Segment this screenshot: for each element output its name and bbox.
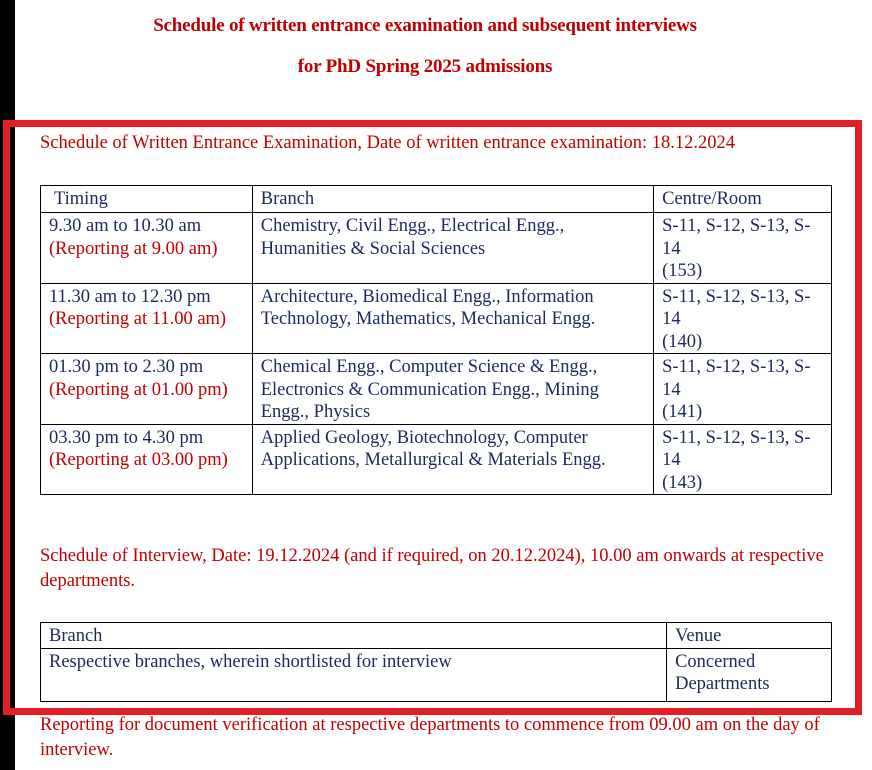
table-row	[41, 213, 832, 284]
exam-schedule-heading: Schedule of Written Entrance Examination, Date of written entrance examination: 18.12.2024	[40, 133, 736, 153]
table-header-row	[41, 623, 832, 649]
branch-cell: Chemical Engg., Computer Science & Engg., Electronics & Communication Engg., Mining Engg., Physics	[252, 354, 653, 425]
reporting-time: (Reporting at 11.00 am)	[49, 309, 227, 329]
column-header-centre: Centre/Room	[654, 186, 832, 213]
table-row	[41, 424, 832, 495]
branch-cell: Applied Geology, Biotechnology, Computer Applications, Metallurgical & Materials Engg.	[252, 424, 653, 495]
table-row	[41, 648, 832, 701]
centre-rooms: S-11, S-12, S-13, S-14	[662, 357, 811, 400]
reporting-time: (Reporting at 03.00 pm)	[49, 450, 228, 470]
column-header-venue: Venue	[667, 623, 832, 649]
candidate-count: (143)	[662, 472, 703, 493]
interview-schedule-table	[40, 622, 832, 702]
document-title: Schedule of written entrance examination and subsequent interviews	[153, 15, 697, 36]
interview-schedule-heading: Schedule of Interview, Date: 19.12.2024 (and if required, on 20.12.2024), 10.00 am onwards at respective departments.	[40, 546, 824, 591]
timing-text: 11.30 am to 12.30 pm	[49, 286, 211, 307]
timing-text: 9.30 am to 10.30 am	[49, 216, 202, 236]
centre-cell	[654, 213, 832, 284]
reporting-time: (Reporting at 01.00 pm)	[49, 379, 228, 400]
centre-rooms: S-11, S-12, S-13, S-14	[662, 427, 811, 470]
branch-cell: Architecture, Biomedical Engg., Information Technology, Mathematics, Mechanical Engg.	[252, 283, 653, 354]
column-header-branch: Branch	[41, 623, 667, 649]
column-header-branch: Branch	[252, 186, 653, 213]
reporting-time: (Reporting at 9.00 am)	[49, 238, 218, 259]
candidate-count: (140)	[662, 331, 703, 352]
table-row	[41, 354, 832, 425]
column-header-timing: Timing	[41, 186, 253, 213]
centre-cell	[654, 283, 832, 354]
timing-text: 03.30 pm to 4.30 pm	[49, 427, 204, 448]
centre-cell	[654, 354, 832, 425]
centre-rooms: S-11, S-12, S-13, S-14	[662, 216, 811, 259]
centre-rooms: S-11, S-12, S-13, S-14	[662, 286, 811, 329]
timing-cell	[41, 354, 253, 425]
candidate-count: (153)	[662, 261, 703, 281]
document-subtitle: for PhD Spring 2025 admissions	[297, 56, 553, 77]
exam-schedule-table	[40, 185, 832, 495]
timing-text: 01.30 pm to 2.30 pm	[49, 357, 204, 377]
table-row	[41, 283, 832, 354]
candidate-count: (141)	[662, 402, 703, 422]
centre-cell	[654, 424, 832, 495]
document-verification-note: Reporting for document verification at respective departments to commence from 09.00 am on the day of interview.	[40, 715, 820, 760]
branch-cell: Respective branches, wherein shortlisted for interview	[41, 648, 667, 701]
branch-cell: Chemistry, Civil Engg., Electrical Engg., Humanities & Social Sciences	[252, 213, 653, 284]
table-header-row	[41, 186, 832, 213]
timing-cell	[41, 213, 253, 284]
timing-cell	[41, 283, 253, 354]
venue-cell: Concerned Departments	[667, 648, 832, 701]
timing-cell	[41, 424, 253, 495]
